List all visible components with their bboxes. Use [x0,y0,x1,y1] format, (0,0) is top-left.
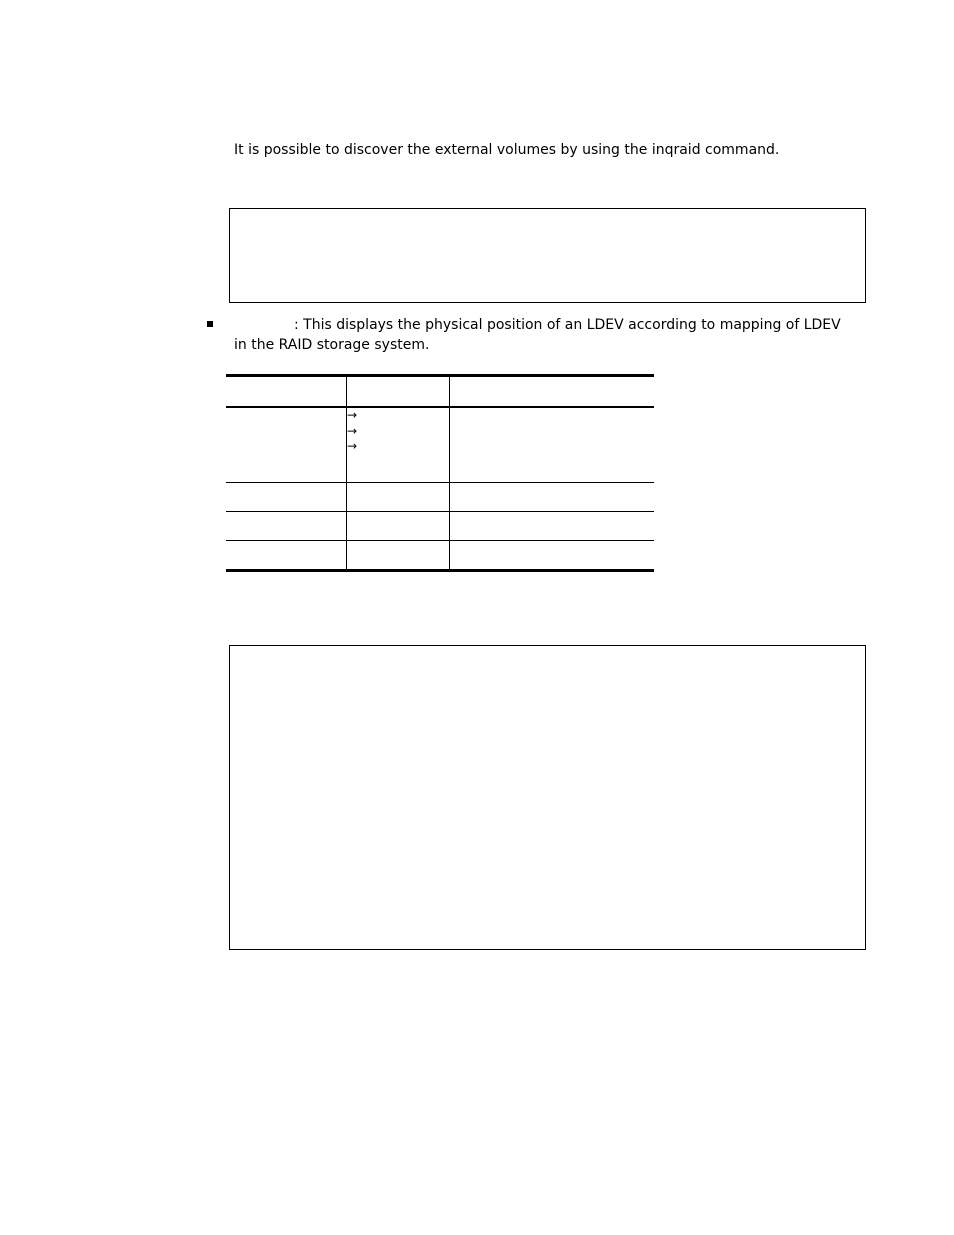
table-cell [226,483,347,512]
table-cell-arrows [347,407,450,483]
header-cell-3 [450,376,655,408]
bullet-paragraph [234,315,854,355]
table-cell [226,512,347,541]
table-cell [450,541,655,571]
table-cell [450,407,655,483]
ldev-mapping-table [226,374,654,572]
table-cell [226,541,347,571]
table-cell [450,483,655,512]
table-cell [450,512,655,541]
table-row [226,407,654,483]
table-cell [347,483,450,512]
table-row [226,512,654,541]
arrow-right-icon: → [347,423,358,438]
table-row [226,483,654,512]
table-cell [347,512,450,541]
command-example-box-2 [229,645,866,950]
arrow-right-icon: → [347,408,358,422]
table-cell [226,407,347,483]
bullet-description: : This displays the physical position of an LDEV according to mapping of LDEV in the RAID storage system. [234,317,841,353]
header-cell-2 [347,376,450,408]
table-row [226,541,654,571]
table-header-row [226,376,654,408]
arrow-right-icon: → [347,439,358,453]
table-cell [347,541,450,571]
intro-paragraph: It is possible to discover the external volumes by using the inqraid command. [234,142,780,158]
bullet-marker [207,321,213,327]
command-example-box-1 [229,208,866,303]
header-cell-1 [226,376,347,408]
